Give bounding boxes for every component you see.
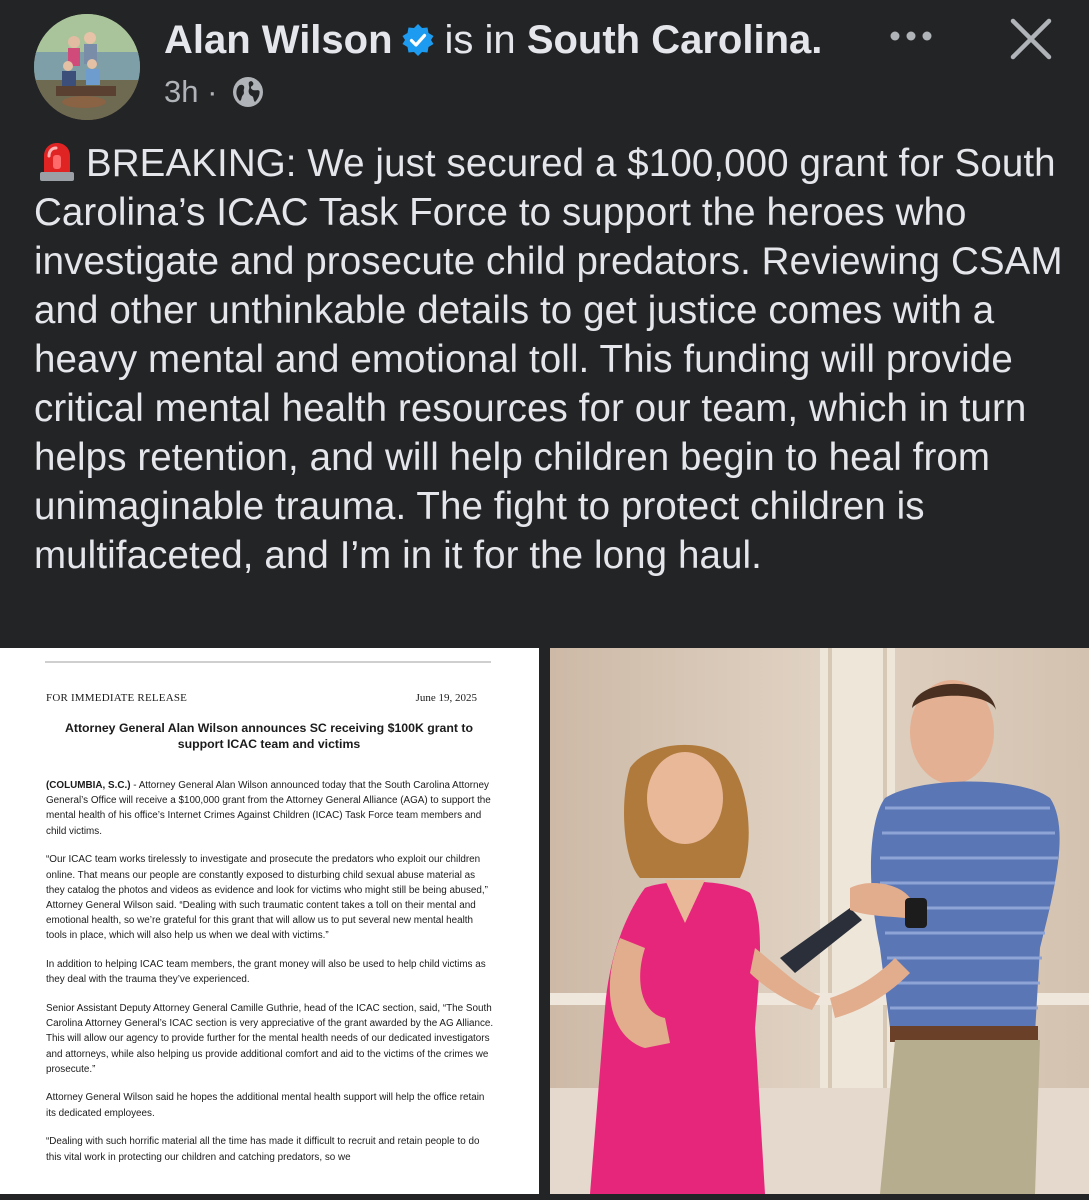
author-avatar[interactable] xyxy=(34,14,140,120)
release-date: June 19, 2025 xyxy=(415,692,477,704)
globe-icon[interactable] xyxy=(232,76,264,108)
bottom-edge xyxy=(0,1194,1089,1200)
police-siren-icon xyxy=(34,138,80,184)
release-paragraph: “Our ICAC team works tirelessly to investigate and prosecute the predators who exploit our children online. That means our people are constantly exposed to disturbing child sexual abuse material as they catalog the photos and videos as evidence and look for victims who might still be being abused,” Attorney General Wilson said. “Dealing with such traumatic content takes a toll on their mental and emotional health, so we’re grateful for this grant that will allow us to put several new mental health tools in place, which will also help us when we deal with victims.” xyxy=(46,854,488,942)
author-name[interactable]: Alan Wilson xyxy=(164,18,393,62)
release-paragraph: Senior Assistant Deputy Attorney General Camille Guthrie, head of the ICAC section, said, “The South Carolina Attorney General’s ICAC section is very appreciative of the grant awarded by the AG Alliance. This will allow our agency to provide further for the mental health needs of our dedicated investigators and attorneys, while also helping us provide additional comfort and aid to the victims of the crimes we prosecute.” xyxy=(46,1002,494,1075)
release-paragraph: (COLUMBIA, S.C.) - Attorney General Alan Wilson announced today that the South Carolina Attorney General’s Office will receive a $100,000 grant from the Attorney General Alliance (AGA) to support the mental health of his office’s Internet Crimes Against Children (ICAC) Task Force team members and child victims. xyxy=(46,780,491,837)
photo-illustration xyxy=(550,648,1089,1194)
post-time[interactable]: 3h xyxy=(164,73,199,109)
press-release-image[interactable] xyxy=(0,648,539,1194)
post-meta xyxy=(164,72,264,110)
location-link[interactable]: South Carolina. xyxy=(526,18,823,62)
more-options-button[interactable] xyxy=(884,16,940,56)
author-line xyxy=(164,16,822,64)
grant-presentation-photo[interactable] xyxy=(550,648,1089,1194)
close-button[interactable] xyxy=(1006,14,1056,64)
release-paragraph: “Dealing with such horrific material all the time has made it difficult to recruit and retain people to do this vital work in protecting our children and catching predators, so we xyxy=(46,1136,480,1163)
post-body-text: BREAKING: We just secured a $100,000 grant for South Carolina’s ICAC Task Force to support the heroes who investigate and prosecute child predators. Reviewing CSAM and other unthinkable details to get justice comes with a heavy mental and emotional toll. This funding will provide critical mental health resources for our team, which in turn helps retention, and will help children begin to heal from unimaginable trauma. The fight to protect children is multifaceted, and I’m in it for the long haul. xyxy=(34,142,1063,577)
verified-badge-icon xyxy=(401,23,435,57)
post-header xyxy=(0,0,1089,125)
release-headline: Attorney General Alan Wilson announces SC receiving $100K grant to support ICAC team and victims xyxy=(64,721,474,751)
is-in-text: is in xyxy=(444,18,516,62)
more-dots-icon xyxy=(884,16,940,56)
release-paragraph: In addition to helping ICAC team members, the grant money will also be used to help child victims as they deal with the trauma they’ve experienced. xyxy=(46,959,486,986)
release-label: FOR IMMEDIATE RELEASE xyxy=(46,692,188,704)
release-paragraph: Attorney General Wilson said he hopes the additional mental health support will help the office retain its dedicated employees. xyxy=(46,1092,485,1119)
document-rule xyxy=(45,661,491,663)
release-body xyxy=(46,778,494,1178)
avatar-photo-icon xyxy=(34,14,140,120)
post-text xyxy=(34,138,1064,580)
meta-separator: · xyxy=(207,73,218,109)
release-dateline: (COLUMBIA, S.C.) xyxy=(46,780,131,791)
close-icon xyxy=(1006,14,1056,64)
